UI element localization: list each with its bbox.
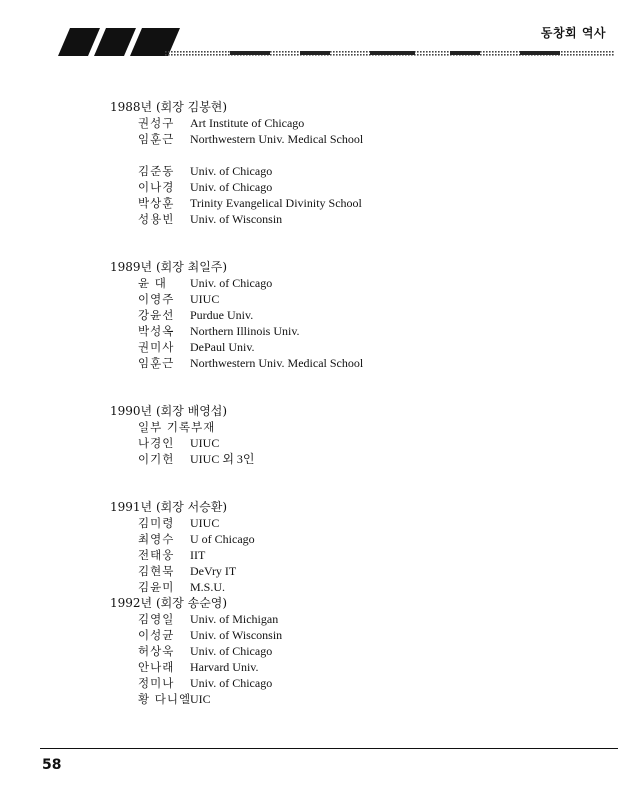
member-name: 안나래	[138, 660, 175, 674]
member-row	[110, 547, 590, 563]
year-section	[110, 403, 590, 499]
year-heading: 1989년 (회장 최일주)	[110, 260, 228, 274]
member-school: Northern Illinois Univ.	[190, 324, 300, 338]
member-school: Harvard Univ.	[190, 660, 259, 674]
year-heading: 1992년 (회장 송순영)	[110, 596, 228, 610]
spacer	[110, 147, 590, 163]
member-school: UIUC	[190, 516, 220, 530]
member-school: Northwestern Univ. Medical School	[190, 132, 364, 146]
member-name: 이성균	[138, 628, 175, 642]
member-list	[110, 99, 590, 707]
member-school: UIC	[190, 692, 211, 706]
member-name: 전태웅	[138, 548, 175, 562]
member-row	[110, 675, 590, 691]
member-name: 이기헌	[138, 452, 175, 466]
member-row	[110, 579, 590, 595]
member-name: 김현묵	[138, 564, 175, 578]
member-row	[110, 163, 590, 179]
member-school: Univ. of Chicago	[190, 644, 273, 658]
member-row	[110, 115, 590, 131]
year-section	[110, 99, 590, 259]
member-name: 김영일	[138, 612, 175, 626]
member-row	[110, 291, 590, 307]
spacer	[110, 243, 590, 259]
member-row	[110, 323, 590, 339]
member-name: 허상욱	[138, 644, 175, 658]
member-row	[110, 435, 590, 451]
member-name: 정미나	[138, 676, 175, 690]
member-row	[110, 451, 590, 467]
spacer	[110, 483, 590, 499]
section-title: 동창회 역사	[540, 26, 606, 40]
member-row	[110, 563, 590, 579]
member-school: DeVry IT	[190, 564, 237, 578]
spacer	[110, 227, 590, 243]
member-school: Trinity Evangelical Divinity School	[190, 196, 362, 210]
year-section	[110, 499, 590, 595]
member-row	[110, 195, 590, 211]
footer-rule	[40, 748, 618, 749]
page-number: 58	[42, 757, 62, 773]
member-row	[110, 307, 590, 323]
member-school: Univ. of Chicago	[190, 676, 273, 690]
member-name: 김미령	[138, 516, 175, 530]
spacer	[110, 371, 590, 387]
page-header	[0, 0, 622, 62]
member-name: 권성구	[138, 116, 175, 130]
member-row	[110, 211, 590, 227]
member-row	[110, 515, 590, 531]
member-school: IIT	[190, 548, 206, 562]
member-name: 이영주	[138, 292, 175, 306]
member-name: 권미사	[138, 340, 175, 354]
member-row	[110, 659, 590, 675]
member-row	[110, 339, 590, 355]
member-row	[110, 627, 590, 643]
member-school: U of Chicago	[190, 532, 255, 546]
member-school: M.S.U.	[190, 580, 226, 594]
member-school: Univ. of Wisconsin	[190, 212, 283, 226]
member-school: Northwestern Univ. Medical School	[190, 356, 364, 370]
member-name: 임훈근	[138, 356, 175, 370]
spacer	[110, 467, 590, 483]
member-row	[110, 131, 590, 147]
member-row	[110, 531, 590, 547]
member-school: UIUC 외 3인	[190, 452, 255, 466]
year-section	[110, 595, 590, 707]
member-row	[110, 691, 590, 707]
member-school: DePaul Univ.	[190, 340, 255, 354]
member-school	[190, 419, 590, 435]
member-row	[110, 611, 590, 627]
member-school: Univ. of Chicago	[190, 276, 273, 290]
year-section	[110, 259, 590, 403]
member-name: 임훈근	[138, 132, 175, 146]
member-row	[110, 355, 590, 371]
member-row	[110, 419, 590, 435]
member-school: Univ. of Wisconsin	[190, 628, 283, 642]
header-decoration	[0, 0, 622, 62]
member-school: Univ. of Michigan	[190, 612, 279, 626]
year-heading: 1990년 (회장 배영섭)	[110, 404, 228, 418]
member-name: 김윤미	[138, 580, 175, 594]
member-name: 성용빈	[138, 212, 175, 226]
member-name: 강윤선	[138, 308, 175, 322]
member-row	[110, 643, 590, 659]
member-name: 황 다니엘	[138, 692, 192, 706]
member-row	[110, 179, 590, 195]
member-school: Univ. of Chicago	[190, 164, 273, 178]
spacer	[110, 387, 590, 403]
member-name: 김준동	[138, 164, 175, 178]
year-heading: 1988년 (회장 김봉현)	[110, 100, 228, 114]
member-name: 박상훈	[138, 196, 175, 210]
member-school: Art Institute of Chicago	[190, 116, 305, 130]
member-school: UIUC	[190, 292, 220, 306]
member-school: Purdue Univ.	[190, 308, 254, 322]
member-row	[110, 275, 590, 291]
member-school: Univ. of Chicago	[190, 180, 273, 194]
member-name: 박성옥	[138, 324, 175, 338]
year-heading: 1991년 (회장 서승환)	[110, 500, 228, 514]
member-name: 윤 대	[138, 276, 167, 290]
member-name: 최영수	[138, 532, 175, 546]
member-name: 이나경	[138, 180, 175, 194]
member-name: 나경인	[138, 436, 175, 450]
member-school: UIUC	[190, 436, 220, 450]
member-name: 일부 기록부재	[138, 420, 216, 434]
